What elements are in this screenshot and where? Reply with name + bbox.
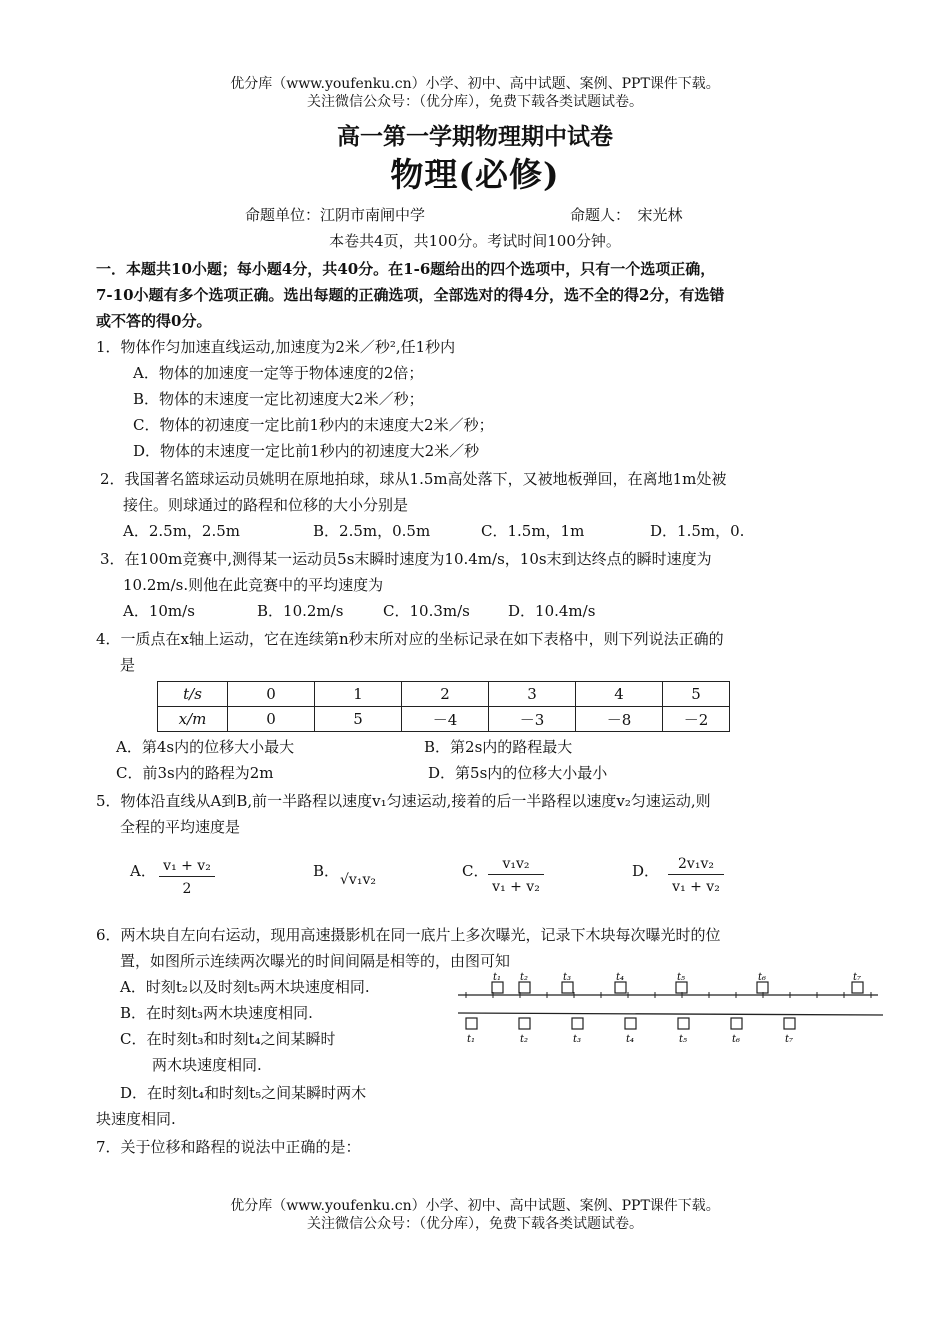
q5-stem-1: 5．物体沿直线从A到B,前一半路程以速度v₁匀速运动,接着的后一半路程以速度v₂匀速运动,则 xyxy=(96,792,711,810)
q5-option-a-label: A． xyxy=(130,862,156,880)
table-row xyxy=(158,707,730,732)
q7-stem: 7．关于位移和路程的说法中正确的是： xyxy=(96,1138,361,1156)
q2-stem-1: 2．我国著名篮球运动员姚明在原地拍球，球从1.5m高处落下，又被地板弹回，在离地1m处被 xyxy=(100,470,727,488)
q3-option-c: C．10.3m/s xyxy=(383,602,470,620)
table-cell: 1 xyxy=(315,682,402,707)
q1-stem: 1．物体作匀加速直线运动,加速度为2米／秒²,任1秒内 xyxy=(96,338,456,356)
bottom-baseline xyxy=(458,1013,883,1015)
q6-option-c-1: C．在时刻t₃和时刻t₄之间某瞬时 xyxy=(120,1030,336,1048)
q6-option-a: A．时刻t₂以及时刻t₅两木块速度相同. xyxy=(120,978,370,996)
q3-option-b: B．10.2m/s xyxy=(257,602,344,620)
top-time-label: t₇ xyxy=(853,972,862,983)
table-cell: 0 xyxy=(228,707,315,732)
top-block xyxy=(562,982,573,993)
q5-option-d-fraction xyxy=(668,856,724,895)
q5-d-denominator: v₁ + v₂ xyxy=(672,879,720,895)
q1-option-b: B．物体的末速度一定比初速度大2米／秒； xyxy=(133,390,424,408)
q5-a-denominator: 2 xyxy=(182,881,192,897)
q4-option-c: C．前3s内的路程为2m xyxy=(116,764,274,782)
bottom-time-label: t₆ xyxy=(732,1034,741,1045)
q5-c-denominator: v₁ + v₂ xyxy=(492,879,540,895)
top-block xyxy=(676,982,687,993)
header-line-2: 关注微信公众号：（优分库），免费下载各类试题试卷。 xyxy=(307,94,643,110)
section1-line-2: 7-10小题有多个选项正确。选出每题的正确选项，全部选对的得4分，选不全的得2分，有选错 xyxy=(96,286,725,304)
q2-option-b: B．2.5m，0.5m xyxy=(313,522,431,540)
exam-unit: 命题单位：江阴市南闸中学 xyxy=(245,206,426,224)
section1-line-1: 一．本题共10小题；每小题4分，共40分。在1-6题给出的四个选项中，只有一个选项正确， xyxy=(96,260,716,278)
bottom-time-label: t₅ xyxy=(679,1034,688,1045)
q5-d-numerator: 2v₁v₂ xyxy=(668,856,724,875)
table-cell: 0 xyxy=(228,682,315,707)
q6-option-d-1: D．在时刻t₄和时刻t₅之间某瞬时两木 xyxy=(120,1084,367,1102)
top-time-label: t₂ xyxy=(520,972,529,983)
q1-option-d: D．物体的末速度一定比前1秒内的初速度大2米／秒 xyxy=(133,442,480,460)
table-row xyxy=(158,682,730,707)
table-cell: －2 xyxy=(663,707,730,732)
top-block xyxy=(492,982,503,993)
q5-option-c-fraction xyxy=(488,856,544,895)
top-block xyxy=(852,982,863,993)
q4-option-d: D．第5s内的位移大小最小 xyxy=(428,764,608,782)
q5-option-a-fraction xyxy=(159,858,215,897)
top-block xyxy=(519,982,530,993)
q6-option-c-2: 两木块速度相同. xyxy=(152,1056,262,1074)
q3-option-d: D．10.4m/s xyxy=(508,602,596,620)
q4-stem-1: 4．一质点在x轴上运动，它在连续第n秒末所对应的坐标记录在如下表格中，则下列说法正确的 xyxy=(96,630,724,648)
table-cell: －3 xyxy=(489,707,576,732)
q6-option-d-2: 块速度相同. xyxy=(96,1110,176,1128)
q3-stem-2: 10.2m/s.则他在此竞赛中的平均速度为 xyxy=(123,576,384,594)
q5-c-numerator: v₁v₂ xyxy=(488,856,544,875)
q6-stem-2: 置，如图所示连续两次曝光的时间间隔是相等的，由图可知 xyxy=(120,952,511,970)
bottom-block xyxy=(678,1018,689,1029)
q2-stem-2: 接住。则球通过的路程和位移的大小分别是 xyxy=(123,496,409,514)
table-cell: 2 xyxy=(402,682,489,707)
footer-line-1: 优分库（www.youfenku.cn）小学、初中、高中试题、案例、PPT课件下载。 xyxy=(230,1198,720,1214)
top-time-label: t₁ xyxy=(493,972,502,983)
q5-a-numerator: v₁ + v₂ xyxy=(159,858,215,877)
top-time-label: t₆ xyxy=(758,972,767,983)
table-cell: 5 xyxy=(663,682,730,707)
top-block xyxy=(615,982,626,993)
bottom-time-label: t₇ xyxy=(785,1034,794,1045)
table-cell: x/m xyxy=(158,707,228,732)
exam-info: 本卷共4页，共100分。考试时间100分钟。 xyxy=(329,232,621,250)
table-cell: t/s xyxy=(158,682,228,707)
exposure-diagram xyxy=(458,968,888,1048)
top-row xyxy=(458,972,878,998)
q3-stem-1: 3．在100m竞赛中,测得某一运动员5s末瞬时速度为10.4m/s，10s末到达终点的瞬时速度为 xyxy=(100,550,712,568)
q5-option-c-label: C． xyxy=(462,862,489,880)
top-time-label: t₄ xyxy=(616,972,625,983)
q3-option-a: A．10m/s xyxy=(123,602,195,620)
table-cell: 3 xyxy=(489,682,576,707)
q1-option-c: C．物体的初速度一定比前1秒内的末速度大2米／秒； xyxy=(133,416,494,434)
section1-line-3: 或不答的得0分。 xyxy=(96,312,212,330)
q4-option-a: A．第4s内的位移大小最大 xyxy=(116,738,295,756)
q4-stem-2: 是 xyxy=(120,656,136,674)
bottom-time-label: t₃ xyxy=(573,1034,582,1045)
bottom-block xyxy=(466,1018,477,1029)
bottom-time-label: t₁ xyxy=(467,1034,476,1045)
footer-line-2: 关注微信公众号：（优分库），免费下载各类试题试卷。 xyxy=(307,1216,643,1232)
top-time-label: t₅ xyxy=(677,972,686,983)
table-cell: 5 xyxy=(315,707,402,732)
exam-title: 高一第一学期物理期中试卷 xyxy=(337,123,613,150)
bottom-row xyxy=(458,1013,883,1045)
header-line-1: 优分库（www.youfenku.cn）小学、初中、高中试题、案例、PPT课件下载。 xyxy=(230,76,720,92)
bottom-block xyxy=(519,1018,530,1029)
q6-stem-1: 6．两木块自左向右运动，现用高速摄影机在同一底片上多次曝光，记录下木块每次曝光时的位 xyxy=(96,926,721,944)
q2-option-d: D．1.5m，0. xyxy=(650,522,745,540)
top-time-label: t₃ xyxy=(563,972,572,983)
q2-option-c: C．1.5m，1m xyxy=(481,522,585,540)
bottom-block xyxy=(731,1018,742,1029)
q1-option-a: A．物体的加速度一定等于物体速度的2倍； xyxy=(133,364,424,382)
top-block xyxy=(757,982,768,993)
bottom-block xyxy=(784,1018,795,1029)
bottom-block xyxy=(572,1018,583,1029)
q5-option-b-label: B． xyxy=(313,862,340,880)
bottom-time-label: t₂ xyxy=(520,1034,529,1045)
bottom-time-label: t₄ xyxy=(626,1034,635,1045)
q5-option-b-expr: √v₁v₂ xyxy=(340,872,376,888)
table-cell: －8 xyxy=(576,707,663,732)
position-table xyxy=(157,681,730,732)
q4-option-b: B．第2s内的路程最大 xyxy=(424,738,573,756)
q5-option-d-label: D． xyxy=(632,862,660,880)
exam-author: 命题人： 宋光林 xyxy=(570,206,683,224)
bottom-block xyxy=(625,1018,636,1029)
q2-option-a: A．2.5m，2.5m xyxy=(123,522,240,540)
table-cell: －4 xyxy=(402,707,489,732)
table-cell: 4 xyxy=(576,682,663,707)
q5-stem-2: 全程的平均速度是 xyxy=(120,818,241,836)
exam-subject: 物理(必修) xyxy=(390,155,560,194)
q6-option-b: B．在时刻t₃两木块速度相同. xyxy=(120,1004,313,1022)
